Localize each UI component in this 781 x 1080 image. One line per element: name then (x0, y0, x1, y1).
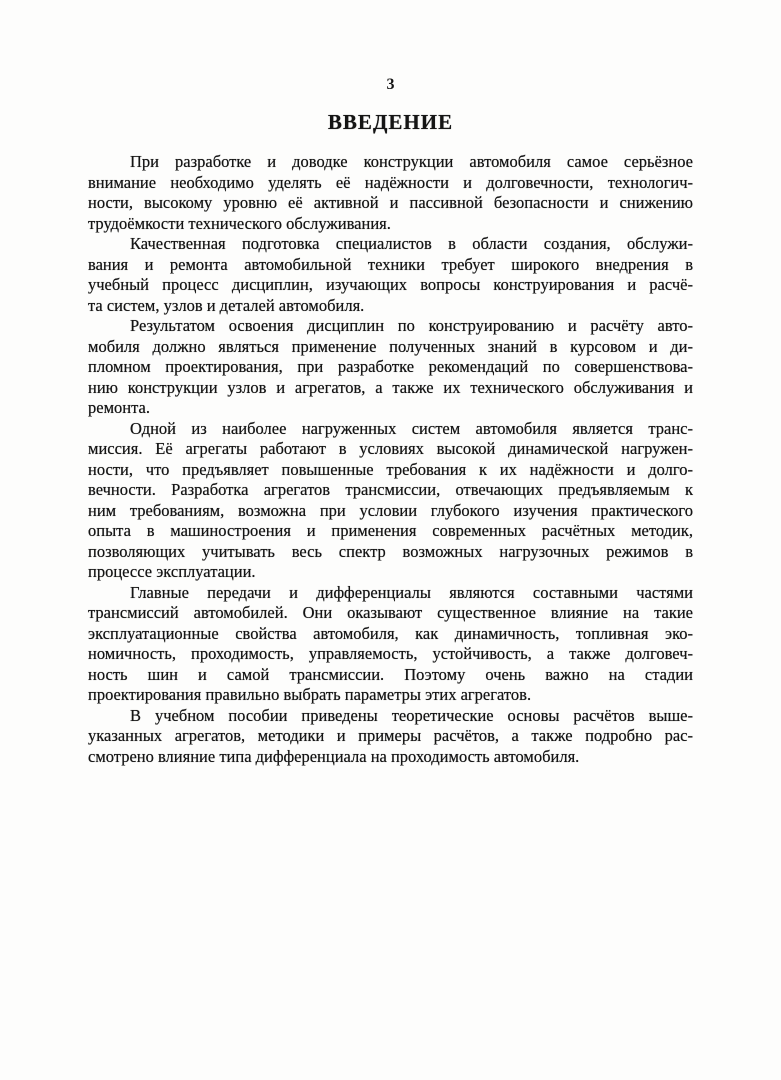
text-line: мобиля должно являться применение полученных знаний в курсовом и ди- (88, 336, 693, 356)
text-body (88, 152, 693, 767)
text-line: эксплуатационные свойства автомобиля, как динамичность, топливная эко- (88, 623, 693, 643)
paragraph (88, 316, 693, 419)
text-line: номичность, проходимость, управляемость, устойчивость, а также долговеч- (88, 644, 693, 663)
text-line: учебный процесс дисциплин, изучающих вопросы конструирования и расчё- (88, 275, 693, 294)
paragraph (88, 706, 693, 768)
text-line: Качественная подготовка специалистов в области создания, обслужи- (130, 234, 693, 253)
text-line: ремонта. (88, 398, 150, 417)
paragraph (88, 152, 693, 234)
text-line: вания и ремонта автомобильной техники требует широкого внедрения в (88, 254, 693, 274)
text-line: проектирования правильно выбрать параметры этих агрегатов. (88, 685, 532, 704)
text-line: Одной из наиболее нагруженных систем автомобиля является транс- (130, 418, 693, 438)
text-line: внимание необходимо уделять её надёжности и долговечности, технологич- (88, 172, 693, 192)
text-line: смотрено влияние типа дифференциала на проходимость автомобиля. (88, 746, 580, 766)
paragraph (88, 234, 693, 316)
text-line: Результатом освоения дисциплин по конструированию и расчёту авто- (130, 316, 693, 335)
text-line: процессе эксплуатации. (88, 562, 256, 581)
text-line: нию конструкции узлов и агрегатов, а также их технического обслуживания и (88, 377, 693, 397)
text-line: ности, что предъявляет повышенные требования к их надёжности и долго- (88, 459, 693, 479)
page-title: ВВЕДЕНИЕ (327, 110, 454, 134)
text-line: При разработке и доводке конструкции автомобиля самое серьёзное (130, 152, 693, 171)
page-number: 3 (386, 76, 395, 93)
paragraph (88, 583, 693, 706)
text-line: Главные передачи и дифференциалы являются составными частями (130, 582, 693, 602)
text-line: та систем, узлов и деталей автомобиля. (88, 295, 365, 315)
text-line: миссия. Её агрегаты работают в условиях высокой динамической нагружен- (88, 439, 693, 458)
paragraph (88, 419, 693, 583)
text-line: указанных агрегатов, методики и примеры расчётов, а также подробно рас- (88, 726, 693, 745)
text-line: вечности. Разработка агрегатов трансмиссии, отвечающих предъявляемым к (88, 480, 693, 499)
text-line: пломном проектирования, при разработке рекомендаций по совершенствова- (88, 357, 693, 376)
text-line: ность шин и самой трансмиссии. Поэтому очень важно на стадии (88, 664, 693, 684)
text-line: В учебном пособии приведены теоретические основы расчётов выше- (130, 705, 693, 725)
text-line: ности, высокому уровню её активной и пассивной безопасности и снижению (88, 193, 693, 212)
text-line: трансмиссий автомобилей. Они оказывают существенное влияние на такие (88, 603, 693, 622)
text-line: трудоёмкости технического обслуживания. (88, 213, 391, 233)
text-line: опыта в машиностроения и применения современных расчётных методик, (88, 521, 693, 540)
text-line: ним требованиям, возможна при условии глубокого изучения практического (88, 500, 693, 520)
text-line: позволяющих учитывать весь спектр возможных нагрузочных режимов в (88, 541, 693, 561)
